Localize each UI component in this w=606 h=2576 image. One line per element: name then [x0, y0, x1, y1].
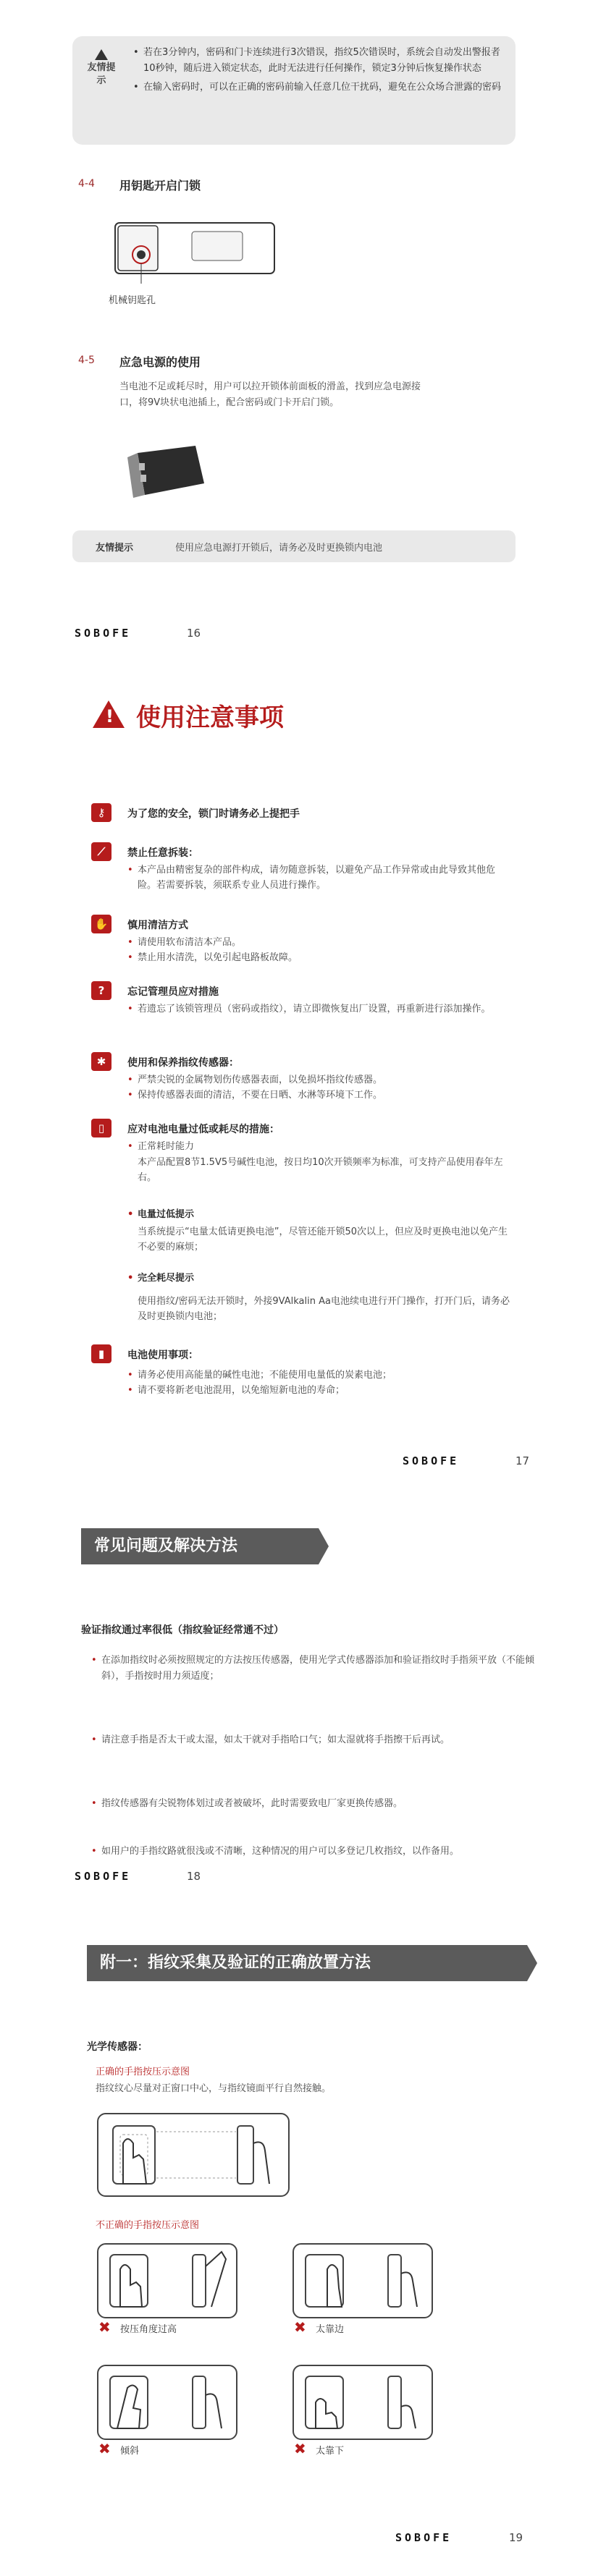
key-hole-caption: 机械钥匙孔 [109, 295, 156, 306]
brand-logo: SOBOFE [75, 1870, 132, 1883]
wrong-press-figure [97, 2243, 237, 2318]
note-title: 应对电池电量过低或耗尽的措施： [127, 1124, 279, 1135]
note-title: 慎用清洁方式 [127, 920, 188, 931]
note-line: • 若遗忘了该锁管理员（密码或指纹），请立即微恢复出厂设置，再重新进行添加操作。 [127, 1001, 504, 1017]
page-number: 19 [509, 2531, 523, 2544]
appendix-banner-title: 附一：指纹采集及验证的正确放置方法 [100, 1954, 371, 1972]
note-line: • 请不要将新老电池混用，以免缩短新电池的寿命； [127, 1383, 518, 1398]
note-line: • 请务必使用高能量的碱性电池；不能使用电量低的炭素电池； [127, 1368, 518, 1383]
note-list [127, 1368, 518, 1398]
battery-sub-list [127, 1271, 518, 1286]
error-x-icon: ✖ [294, 2440, 306, 2457]
correct-title: 正确的手指按压示意图 [96, 2067, 190, 2077]
battery-use-icon: ▮ [91, 1344, 111, 1363]
note-title: 电池使用事项： [127, 1350, 198, 1361]
section-title: 应急电源的使用 [119, 355, 201, 369]
question-icon: ? [91, 981, 111, 1000]
brand-logo: SOBOFE [395, 2531, 453, 2544]
wrong-press-figure [97, 2365, 237, 2440]
note-list [127, 935, 504, 965]
note-line: • 禁止用水清洗，以免引起电路板故障。 [127, 950, 504, 965]
note-line: • 请使用软布清洁本产品。 [127, 935, 504, 950]
battery-sub-text: 当系统提示“电量太低请更换电池”，尽管还能开锁50次以上，但应及时更换电池以免产生不必要的麻烦； [138, 1226, 508, 1253]
tip-label [85, 49, 117, 88]
note-title: 使用和保养指纹传感器： [127, 1057, 239, 1069]
battery-sub-title: • 电量过低提示 [127, 1207, 518, 1222]
battery-sub-text: 使用指纹/密码无法开锁时，外接9VAlkalin Aa电池续电进行开门操作，打开门后，请务必及时更换锁内电池； [138, 1296, 510, 1322]
faq-answer: • 在添加指纹时必须按照规定的方法按压传感器，使用光学式传感器添加和验证指纹时手指须平放（不能倾斜），手指按时用力须适度； [91, 1653, 536, 1685]
note-line: • 本产品由精密复杂的部件构成，请勿随意拆装，以避免产品工作异常或由此导致其他危险。若需要拆装，须联系专业人员进行操作。 [127, 863, 504, 893]
tip-text [133, 45, 502, 98]
warning-icon [95, 49, 108, 60]
wrong-caption: 按压角度过高 [120, 2324, 177, 2335]
warning-icon: ! [93, 700, 125, 728]
battery-image [123, 438, 210, 504]
note-line: • 保持传感器表面的清洁，不要在日晒、水淋等环境下工作。 [127, 1088, 504, 1103]
tip-label-text: 友情提示 [87, 62, 116, 86]
page-number: 17 [515, 1454, 530, 1467]
error-x-icon: ✖ [294, 2318, 306, 2336]
note-list [127, 1001, 504, 1017]
appendix-banner [87, 1945, 527, 1981]
correct-press-figure [97, 2113, 290, 2197]
wrong-title: 不正确的手指按压示意图 [96, 2220, 200, 2231]
friendly-tip-label: 友情提示 [96, 543, 134, 554]
tip-box [72, 36, 515, 145]
faq-banner-title: 常见问题及解决方法 [94, 1537, 238, 1555]
clean-icon: ✋ [91, 915, 111, 933]
fingerprint-icon: ✱ [91, 1052, 111, 1071]
wrong-caption: 太靠边 [316, 2324, 345, 2335]
section-number: 4-5 [78, 355, 95, 366]
key-icon: ⚷ [91, 803, 111, 822]
wrong-press-figure [293, 2243, 433, 2318]
wrong-caption: 太靠下 [316, 2446, 345, 2457]
battery-sub-list [127, 1207, 518, 1222]
note-list [127, 1139, 518, 1154]
faq-answer: • 请注意手指是否太干或太湿，如太干就对手指哈口气；如太湿就将手指擦干后再试。 [91, 1732, 536, 1748]
tip-item: • 若在3分钟内，密码和门卡连续进行3次错误，指纹5次错误时，系统会自动发出警报者10秒钟，随后进入锁定状态，此时无法进行任何操作，锁定3分钟后恢复操作状态 [133, 45, 502, 77]
note-title: 忘记管理员应对措施 [127, 986, 219, 998]
battery-sub-title: • 完全耗尽提示 [127, 1271, 518, 1286]
page-number: 18 [187, 1870, 201, 1883]
note-list [127, 863, 504, 893]
section-text: 当电池不足或耗尽时，用户可以拉开锁体前面板的滑盖，找到应急电源接口，将9V块状电池插上，配合密码或门卡开启门锁。 [119, 381, 421, 408]
page-title: 使用注意事项 [136, 703, 284, 732]
faq-answer: • 如用户的手指纹路就很浅或不清晰，这种情况的用户可以多登记几枚指纹，以作备用。 [91, 1844, 536, 1860]
brand-logo: SOBOFE [75, 627, 132, 640]
error-x-icon: ✖ [98, 2318, 111, 2336]
section-title: 用钥匙开启门锁 [119, 179, 201, 192]
sensor-title: 光学传感器： [87, 2041, 148, 2053]
error-x-icon: ✖ [98, 2440, 111, 2457]
section-number: 4-4 [78, 178, 95, 190]
note-line: • 严禁尖锐的金属物划伤传感器表面，以免损坏指纹传感器。 [127, 1072, 504, 1088]
friendly-tip-text: 使用应急电源打开锁后，请务必及时更换锁内电池 [175, 543, 383, 554]
note-line: • 正常耗时能力 [127, 1139, 518, 1154]
wrong-caption: 倾斜 [120, 2446, 140, 2457]
faq-banner [81, 1528, 319, 1564]
note-title: 禁止任意拆装： [127, 847, 198, 859]
friendly-tip-bar [72, 530, 515, 562]
brand-logo: SOBOFE [403, 1454, 460, 1467]
tool-icon: ⟋ [91, 842, 111, 861]
wrong-press-figure [293, 2365, 433, 2440]
page-number: 16 [187, 627, 201, 640]
note-title: 为了您的安全，锁门时请务必上提把手 [127, 808, 300, 820]
key-hole-figure [112, 217, 279, 293]
correct-text: 指纹纹心尽量对正窗口中心，与指纹镜面平行自然接触。 [96, 2083, 332, 2094]
note-list [127, 1072, 504, 1103]
note-line: 本产品配置8节1.5V5号碱性电池，按日均10次开锁频率为标准，可支持产品使用春年左右。 [138, 1157, 503, 1183]
tip-item: • 在输入密码时，可以在正确的密码前输入任意几位干扰码，避免在公众场合泄露的密码 [133, 80, 502, 96]
faq-answer: • 指纹传感器有尖锐物体划过或者被破坏，此时需要致电厂家更换传感器。 [91, 1796, 536, 1812]
faq-question: 验证指纹通过率很低（指纹验证经常通不过） [81, 1624, 284, 1636]
battery-icon: ▯ [91, 1119, 111, 1137]
